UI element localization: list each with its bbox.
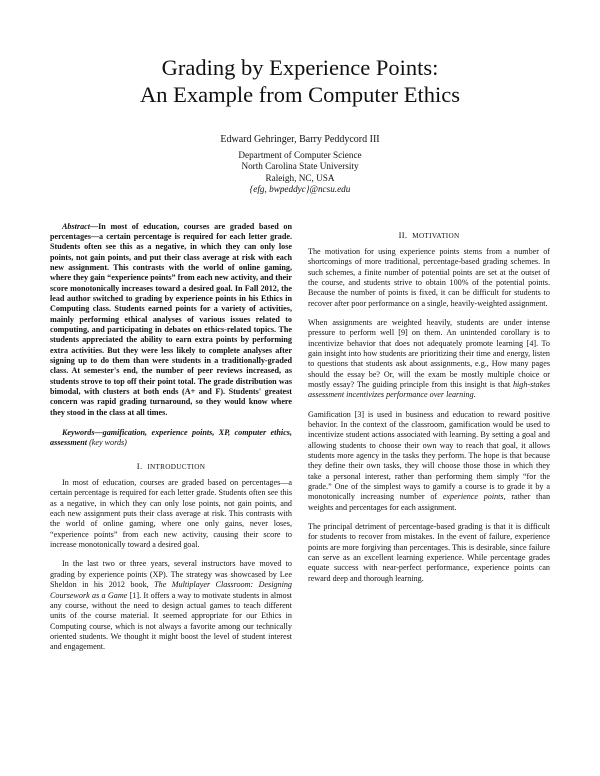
- intro-paragraph-2: In the last two or three years, several instructors have moved to grading by experience points (XP). The strategy was showcased by Lee Sheldon in his 2012 book, The Multiplayer Classroom: Designing Coursework as a Game [1]. It offers a way to motivate students in almost any course, without the need to design actual games to teach different units of the course material. It seemed appropriate for our Ethics in Computing course, which is not always a favorite among our technically oriented students. We thought it might boost the level of student interest and engagement.: [50, 559, 292, 652]
- abstract-body: In most of education, courses are graded based on percentages—a certain percentage is required for each letter grade. Students often see this as a negative, in which they can only lose points, not gain points, and put their class average at risk with each new assignment. This contrasts with the world of online gaming, where they gain “experience points” from each new activity, and their score monotonically increases toward a desired goal. In Fall 2012, the lead author switched to grading by experience points in his Ethics in Computing class. Students earned points for a variety of activities, mainly performing ethical analyses of various issues related to computing, and participating in debates on ethics-related topics. The students appreciated the ability to earn extra points by performing extra activities. But they were less likely to complete analyses after signing up to do them than were students in a traditionally-graded class. At semester's end, the number of peer reviews increased, as students strove to top off their point total. The grade distribution was bimodal, with clusters at both ends (A+ and F). Students' greatest concern was rapid grading turnaround, so they would know where they stood in the class at all times.: [50, 221, 292, 417]
- author-location: Raleigh, NC, USA: [265, 172, 335, 183]
- motivation-paragraph-1: The motivation for using experience points stems from a number of shortcomings of more traditional, percentage-based grading schemes. In such schemes, a finite number of potential points are set at the outset of the course, and students strive to obtain 100% of the potential points. Because the number of points is fixed, it can be difficult for students to recover after poor performance on a single, heavily-weighted assignment.: [308, 246, 550, 308]
- left-column: [50, 222, 292, 653]
- keywords: Keywords—gamification, experience points, XP, computer ethics, assessment (key words): [50, 428, 292, 448]
- section-number: I.: [136, 460, 143, 471]
- author-block: [50, 134, 550, 196]
- experience-points-term: experience points: [442, 492, 504, 502]
- motivation-paragraph-4: The principal detriment of percentage-based grading is that it is difficult for students to recover from mistakes. In the event of failure, experience points are more forgiving than percentages. This is desirable, since failure can serve as an excellent learning experience. While percentage grades equate success with near-perfect performance, experience points can reward deep and thorough learning.: [308, 522, 550, 583]
- abstract: Abstract—In most of education, courses are graded based on percentages—a certain percentage is required for each letter grade. Students often see this as a negative, in which they can only lose points, not gain points, and put their class average at risk with each new assignment. This contrasts with the world of online gaming, where they gain “experience points” from each new activity, and their score monotonically increases toward a desired goal. In Fall 2012, the lead author switched to grading by experience points in his Ethics in Computing class. Students earned points for a variety of activities, mainly performing ethical analyses of various issues related to computing, and participating in debates on ethics-related topics. The students appreciated the ability to earn extra points by performing extra activities. But they were less likely to complete analyses after signing up to do them than were students in a traditionally-graded class. At semester's end, the number of peer reviews increased, as students strove to top off their point total. The grade distribution was bimodal, with clusters at both ends (A+ and F). Students' greatest concern was rapid grading turnaround, so they would know where they stood in the class at all times.: [50, 221, 292, 417]
- paper-title: [50, 54, 550, 108]
- keywords-lead: Keywords: [62, 428, 95, 438]
- abstract-lead: Abstract: [62, 221, 90, 231]
- section-number: II.: [398, 229, 408, 240]
- section-title: MOTIVATION: [412, 231, 460, 240]
- keywords-note: (key words): [89, 438, 127, 448]
- intro-paragraph-1: In most of education, courses are graded based on percentages—a certain percentage is required for each letter grade. Students often see this as a negative, in which they can only lose points, not gain points, and each new assignment puts their class average at risk. This contrasts with the world of online gaming, where one only gains, never loses, “experience points” from each new activity, causing their score to increase monotonically toward a desired goal.: [50, 478, 292, 550]
- section-heading-introduction: [50, 461, 292, 472]
- title-line-1: Grading by Experience Points:: [161, 55, 439, 80]
- motivation-paragraph-3: Gamification [3] is used in business and education to reward positive behavior. In the context of the classroom, gamification would be used to incentivize student actions associated with learning. By setting a goal and allowing students to choose their own way to reach that goal, it allows students more agency in the tasks they perform. The hope is that because they define their own tasks, they will choose those those in which they take a personal interest, rather than performing them simply “for the grade.” One of the simplest ways to gamify a course is to grade it by a monotonically increasing number of experience points, rather than weights and percentages for each assignment.: [308, 409, 551, 512]
- title-line-2: An Example from Computer Ethics: [140, 82, 460, 107]
- author-email: {efg, bwpeddyc}@ncsu.edu: [249, 184, 351, 194]
- right-column: [308, 222, 550, 653]
- section-title: INTRODUCTION: [147, 462, 206, 471]
- author-university: North Carolina State University: [241, 161, 359, 171]
- motivation-paragraph-2: When assignments are weighted heavily, students are under intense pressure to perform well [9] on them. An unintended corollary is to incentivize behavior that does not adequately promote learning [4]. To gain insight into how students are prioritizing their time and energy, listen to questions that students ask about assignments, e.g., How many pages should the essay be? Or, will the exam be mostly multiple choice or mostly essay? The guiding principle from this insight is that high-stakes assessment incentivizes performance over learning.: [308, 317, 550, 400]
- guiding-principle: high-stakes assessment incentivizes performance over learning: [308, 379, 550, 400]
- section-heading-motivation: [308, 230, 550, 241]
- author-department: Department of Computer Science: [238, 149, 362, 160]
- book-title: The Multiplayer Classroom: Designing Coursework as a Game: [50, 580, 292, 600]
- two-column-body: [50, 222, 550, 653]
- keywords-terms: gamification, experience points, XP, computer ethics, assessment: [50, 428, 292, 448]
- author-names: Edward Gehringer, Barry Peddycord III: [220, 134, 380, 145]
